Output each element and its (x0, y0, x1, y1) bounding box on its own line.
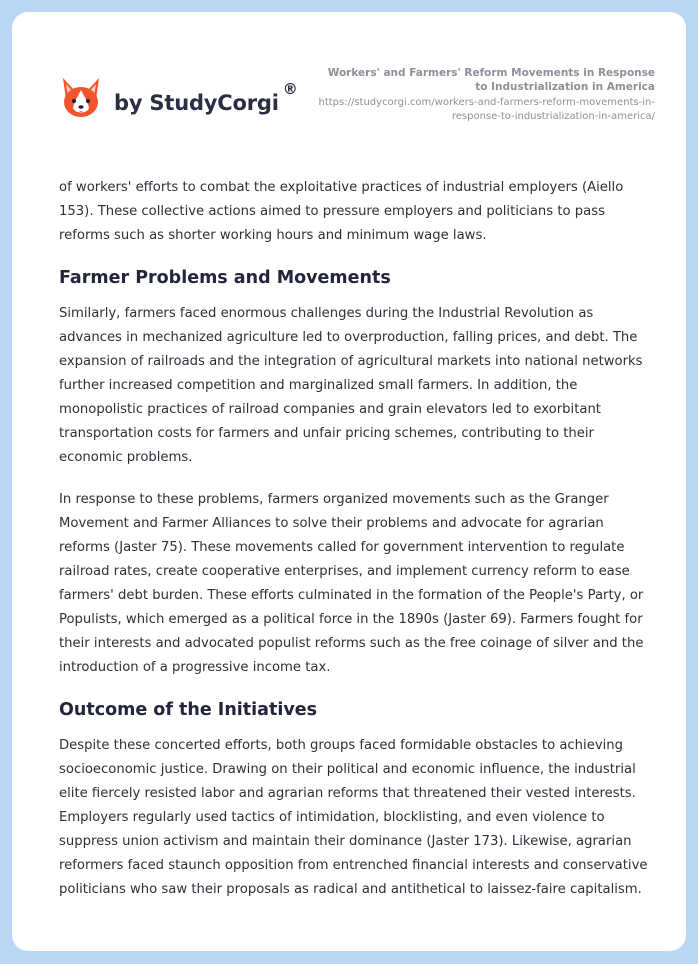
farmer-paragraph-2: In response to these problems, farmers organized movements such as the Granger Movement and Farmer Alliances to solve their problems and advocate for agrarian reforms (Jaster 75). These movements called for government intervention to regulate railroad rates, create cooperative enterprises, and implement currency reform to ease farmers' debt burden. These efforts culminated in the formation of the People's Party, or Populists, which emerged as a political force in the 1890s (Jaster 69). Farmers fought for their interests and advocated populist reforms such as the free coinage of silver and the introduction of a progressive income tax. (59, 492, 644, 675)
studycorgi-logo[interactable] (60, 76, 298, 122)
corgi-head-icon (60, 76, 102, 122)
document-page (12, 12, 686, 951)
farmer-paragraph-1: Similarly, farmers faced enormous challenges during the Industrial Revolution as advances in mechanized agriculture led to overproduction, falling prices, and debt. The expansion of railroads and the integration of agricultural markets into national networks further increased competition and marginalized small farmers. In addition, the monopolistic practices of railroad companies and grain elevators led to exorbitant transportation costs for farmers and unfair pricing schemes, contributing to their economic problems. (59, 306, 643, 465)
document-title: Workers' and Farmers' Reform Movements in Response to Industrialization in America (327, 67, 655, 93)
registered-mark: ® (282, 80, 298, 98)
outcome-paragraph: Despite these concerted efforts, both groups faced formidable obstacles to achieving socioeconomic justice. Drawing on their political and economic influence, the industrial elite fiercely resisted labor and agrarian reforms that threatened their vested interests. Employers regularly used tactics of intimidation, blocklisting, and even violence to suppress union activism and maintain their dominance (Jaster 173). Likewise, agrarian reformers faced staunch opposition from entrenched financial interests and conservative politicians who saw their proposals as radical and antithetical to laissez-faire capitalism. (59, 738, 648, 897)
brand-name: by StudyCorgi (114, 91, 279, 115)
intro-paragraph: of workers' efforts to combat the exploitative practices of industrial employers (Aiello 153). These collective actions aimed to pressure employers and politicians to pass reforms such as shorter working hours and minimum wage laws. (59, 180, 624, 243)
document-url-link[interactable]: https://studycorgi.com/workers-and-farmers-reform-movements-in-response-to-industrialization-in-america/ (318, 97, 655, 122)
section-heading-farmer-problems: Farmer Problems and Movements (59, 268, 391, 288)
document-body (59, 176, 655, 902)
document-meta (315, 66, 655, 124)
document-header (12, 12, 686, 162)
section-heading-outcome: Outcome of the Initiatives (59, 700, 318, 720)
